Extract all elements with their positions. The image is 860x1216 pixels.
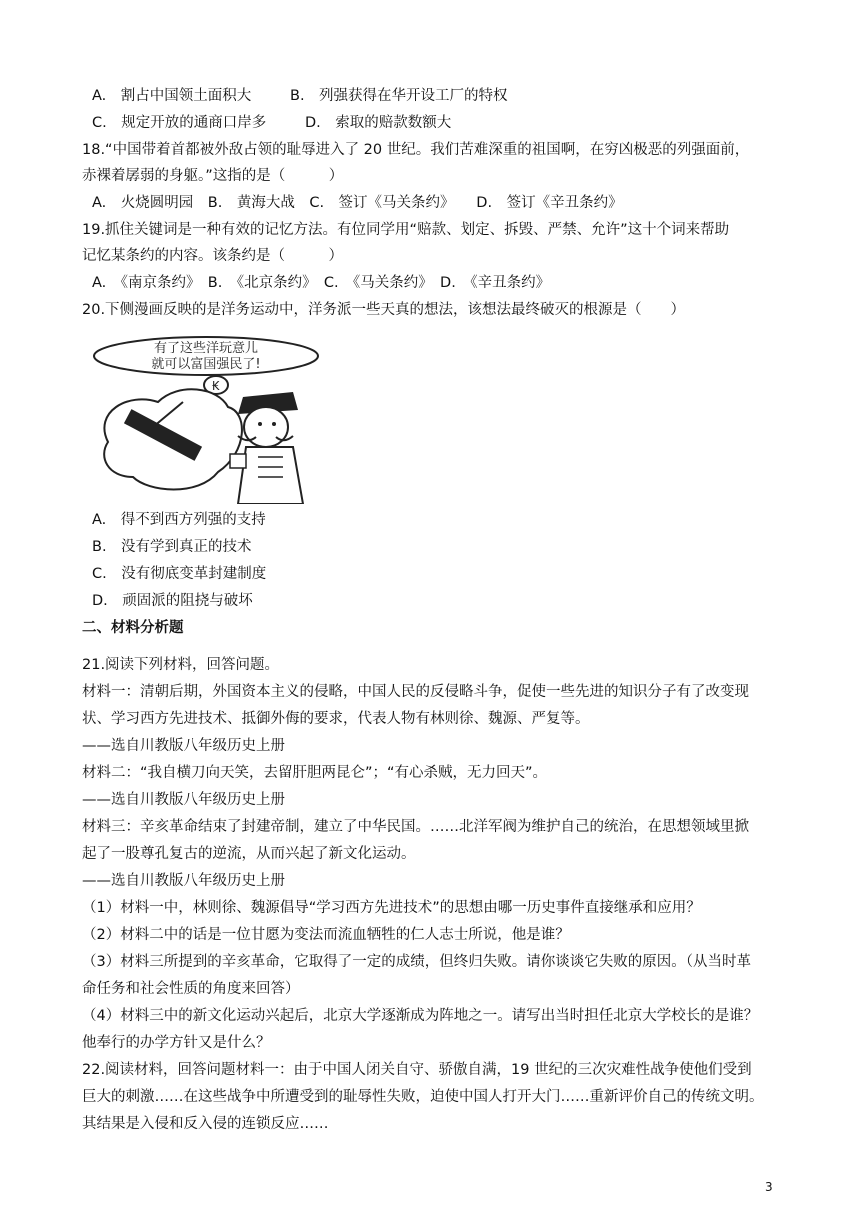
mandarin-figure xyxy=(230,392,303,504)
svg-text:₭: ₭ xyxy=(212,379,220,393)
q18-stem-line-2: 赤裸着孱弱的身躯。”这指的是（ ） xyxy=(82,168,344,184)
q17-option-d: D. 索取的赔款数额大 xyxy=(305,115,452,131)
q21-material-1-line-1: 材料一：清朝后期，外国资本主义的侵略，中国人民的反侵略斗争，促使一些先进的知识分子有了改变现 xyxy=(82,684,749,700)
q21-material-3-line-1: 材料三：辛亥革命结束了封建帝制，建立了中华民国。……北洋军阀为维护自己的统治，在思想领域里掀 xyxy=(82,819,749,835)
q21-intro: 21.阅读下列材料，回答问题。 xyxy=(82,657,280,673)
q21-material-3-line-2: 起了一股尊孔复古的逆流，从而兴起了新文化运动。 xyxy=(82,846,416,862)
q22-line-1: 22.阅读材料，回答问题材料一：由于中国人闭关自守、骄傲自满，19 世纪的三次灾难性战争使他们受到 xyxy=(82,1062,752,1078)
q21-material-2: 材料二：“我自横刀向天笑，去留肝胆两昆仑”；“有心杀贼，无力回天”。 xyxy=(82,765,548,781)
q21-question-2: （2）材料二中的话是一位甘愿为变法而流血牺牲的仁人志士所说，他是谁？ xyxy=(82,927,570,943)
q22-line-3: 其结果是入侵和反入侵的连锁反应…… xyxy=(82,1116,329,1132)
q21-question-3-line-2: 命任务和社会性质的角度来回答） xyxy=(82,981,300,997)
q17-options-row-2 xyxy=(92,113,451,133)
q18-stem-line-1: 18.“中国带着首都被外敌占领的耻辱进入了 20 世纪。我们苦难深重的祖国啊，在穷凶极恶的列强面前， xyxy=(82,142,750,158)
q17-options-row-1 xyxy=(92,86,508,106)
q17-option-c: C. 规定开放的通商口岸多 xyxy=(92,115,267,131)
q21-source-1: ——选自川教版八年级历史上册 xyxy=(82,738,285,754)
q20-stem: 20.下侧漫画反映的是洋务运动中，洋务派一些天真的想法，该想法最终破灭的根源是（ ） xyxy=(82,302,686,318)
q19-stem-line-2: 记忆某条约的内容。该条约是（ ） xyxy=(82,248,343,264)
q20-option-a: A. 得不到西方列强的支持 xyxy=(92,512,266,528)
q21-source-3: ——选自川教版八年级历史上册 xyxy=(82,873,285,889)
q19-options: A. 《南京条约》 B. 《北京条约》 C. 《马关条约》 D. 《辛丑条约》 xyxy=(92,275,551,291)
q21-question-3-line-1: （3）材料三所提到的辛亥革命，它取得了一定的成绩，但终归失败。请你谈谈它失败的原因。（从当时革 xyxy=(82,954,751,970)
q21-question-1: （1）材料一中，林则徐、魏源倡导“学习西方先进技术”的思想由哪一历史事件直接继承和应用？ xyxy=(82,900,701,916)
page-number: 3 xyxy=(765,1180,773,1194)
q19-stem-line-1: 19.抓住关键词是一种有效的记忆方法。有位同学用“赔款、划定、拆毁、严禁、允许”这十个词来帮助 xyxy=(82,222,730,238)
cartoon-speech-line-1: 有了这些洋玩意儿 xyxy=(153,341,259,356)
q20-cartoon-image xyxy=(88,332,338,504)
section-heading: 二、材料分析题 xyxy=(82,620,184,636)
q21-question-4-line-1: （4）材料三中的新文化运动兴起后，北京大学逐渐成为阵地之一。请写出当时担任北京大学校长的是谁？ xyxy=(82,1008,759,1024)
q20-option-b: B. 没有学到真正的技术 xyxy=(92,539,252,555)
q20-option-d: D. 顽固派的阻挠与破坏 xyxy=(92,593,253,609)
q20-option-c: C. 没有彻底变革封建制度 xyxy=(92,566,267,582)
q21-question-4-line-2: 他奉行的办学方针又是什么？ xyxy=(82,1035,271,1051)
q18-options: A. 火烧圆明园 B. 黄海大战 C. 签订《马关条约》 D. 签订《辛丑条约》 xyxy=(92,195,623,211)
q21-material-1-line-2: 状、学习西方先进技术、抵御外侮的要求，代表人物有林则徐、魏源、严复等。 xyxy=(82,711,590,727)
q17-option-b: B. 列强获得在华开设工厂的特权 xyxy=(290,88,508,104)
q17-option-a: A. 割占中国领土面积大 xyxy=(92,88,252,104)
cartoon-speech-line-2: 就可以富国强民了! xyxy=(151,357,261,372)
q22-line-2: 巨大的刺激……在这些战争中所遭受到的耻辱性失败，迫使中国人打开大门……重新评价自己的传统文明。 xyxy=(82,1089,764,1105)
q21-source-2: ——选自川教版八年级历史上册 xyxy=(82,792,285,808)
